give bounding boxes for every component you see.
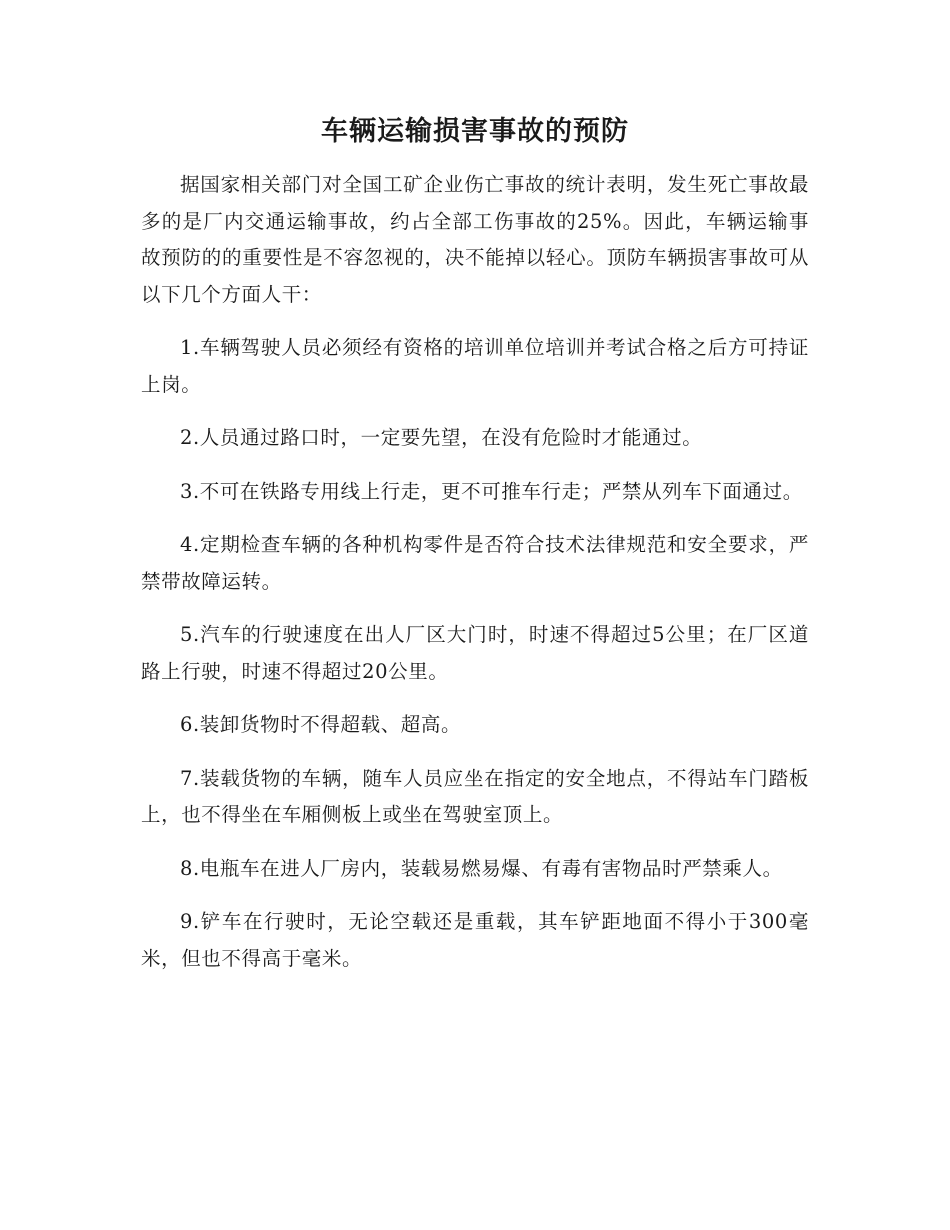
rule-item-3: 3.不可在铁路专用线上行走，更不可推车行走；严禁从列车下面通过。 (180, 479, 803, 503)
intro-paragraph: 据国家相关部门对全国工矿企业伤亡事故的统计表明，发生死亡事故最多的是厂内交通运输事故，约占全部工伤事故的25%。因此，车辆运输事故预防的的重要性是不容忽视的，决不能掉以轻心。顶防车辆损害事故可从以下几个方面人干： (141, 173, 809, 306)
document-body (141, 167, 809, 994)
rule-item-9: 9.铲车在行驶时，无论空载还是重载，其车铲距地面不得小于300毫米，但也不得高于毫米。 (141, 910, 809, 970)
rule-item-6: 6.装卸货物时不得超载、超高。 (180, 713, 462, 736)
rule-item-4: 4.定期检查车辆的各种机构零件是否符合技术法律规范和安全要求，严禁带故障运转。 (141, 533, 809, 593)
rule-item-8: 8.电瓶车在进人厂房内，装载易燃易爆、有毒有害物品时严禁乘人。 (180, 856, 783, 880)
document-title: 车辆运输损害事故的预防 (321, 116, 629, 147)
rule-item-7: 7.装载货物的车辆，随车人员应坐在指定的安全地点，不得站车门踏板上，也不得坐在车厢侧板上或坐在驾驶室顶上。 (141, 766, 809, 826)
rule-item-5: 5.汽车的行驶速度在出人厂区大门时，时速不得超过5公里；在厂区道路上行驶，时速不得超过20公里。 (141, 623, 809, 683)
rule-item-2: 2.人员通过路口时，一定要先望，在没有危险时才能通过。 (180, 426, 703, 449)
rule-item-1: 1.车辆驾驶人员必须经有资格的培训单位培训并考试合格之后方可持证上岗。 (141, 336, 809, 396)
